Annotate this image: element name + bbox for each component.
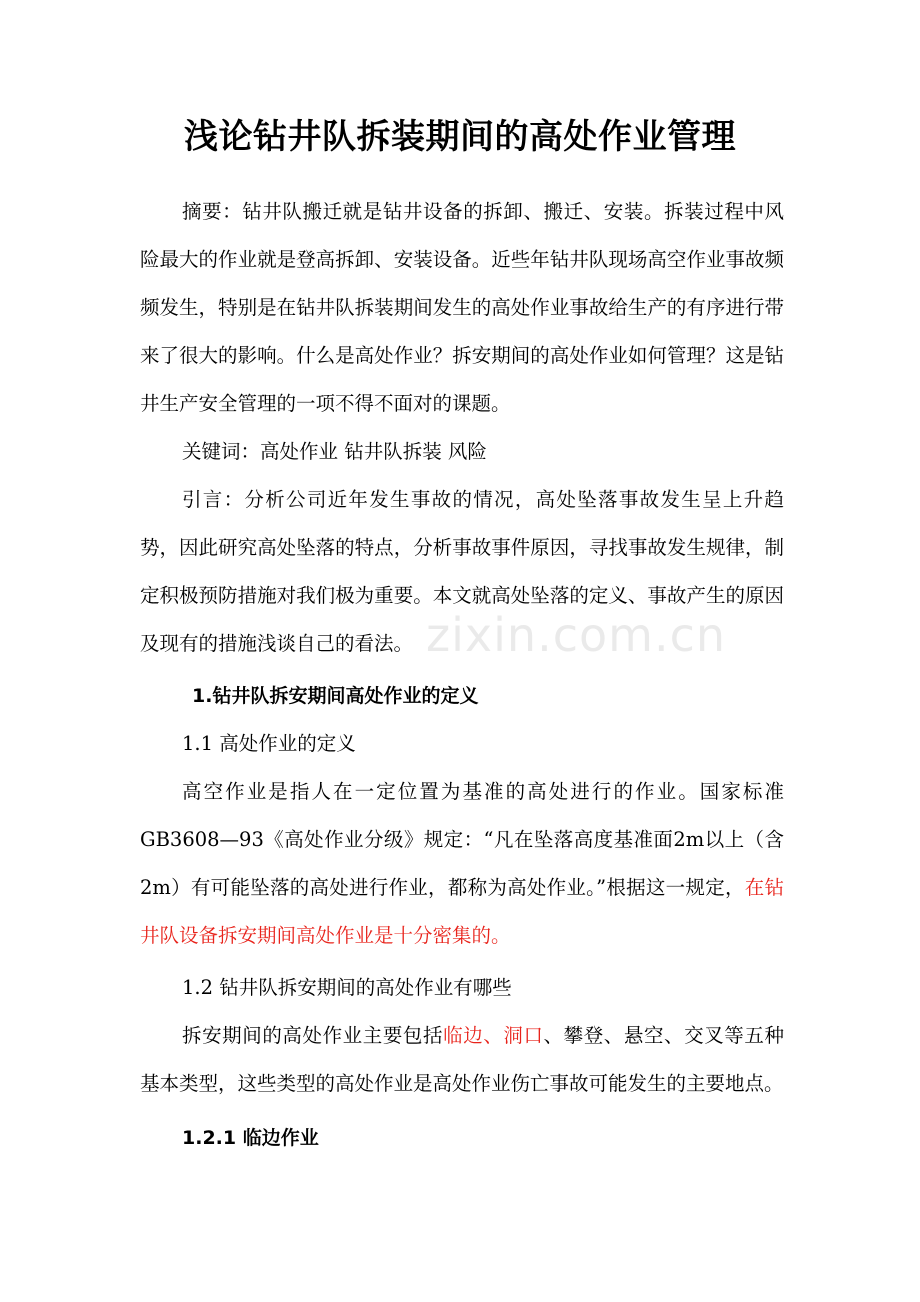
section-1-2-1-heading: 1.2.1 临边作业: [182, 1127, 319, 1149]
site-watermark: zixin.com.cn: [426, 608, 727, 662]
section-1-2-heading: 1.2 钻井队拆安期间的高处作业有哪些: [182, 976, 512, 999]
section-1-2-text-prefix: 拆安期间的高处作业主要包括: [182, 1024, 444, 1047]
abstract-paragraph: 摘要：钻井队搬迁就是钻井设备的拆卸、搬迁、安装。拆装过程中风险最大的作业就是登高拆卸、安装设备。近些年钻井队现场高空作业事故频频发生，特别是在钻井队拆装期间发生的高处作业事故给生产的有序进行带来了很大的影响。什么是高处作业？拆安期间的高处作业如何管理？这是钻井生产安全管理的一项不得不面对的课题。: [140, 200, 784, 415]
introduction-paragraph: 引言：分析公司近年发生事故的情况，高处坠落事故发生呈上升趋势，因此研究高处坠落的特点，分析事故事件原因，寻找事故发生规律，制定积极预防措施对我们极为重要。本文就高处坠落的定义、事故产生的原因及现有的措施浅谈自己的看法。: [140, 488, 784, 655]
document-body: [140, 188, 784, 1162]
keywords-paragraph: 关键词：高处作业 钻井队拆装 风险: [182, 440, 487, 463]
section-1-1-heading: 1.1 高处作业的定义: [182, 732, 356, 755]
section-1-2-paragraph: [140, 1012, 784, 1108]
section-1-heading: 1.钻井队拆安期间高处作业的定义: [192, 685, 479, 707]
section-1-2-highlight: 临边、洞口: [443, 1024, 544, 1047]
document-title: 浅论钻井队拆装期间的高处作业管理: [184, 117, 736, 157]
section-1-1-text: 高空作业是指人在一定位置为基准的高处进行的作业。国家标准GB3608—93《高处作业分级》规定：“凡在坠落高度基准面2m以上（含2m）有可能坠落的高处进行作业，都称为高处作业。”根据这一规定，: [140, 780, 784, 899]
section-1-1-paragraph: [140, 768, 784, 960]
section-1-2-text-suffix: 、攀登、悬空、交叉等五种基本类型，这些类型的高处作业是高处作业伤亡事故可能发生的主要地点。: [140, 1024, 784, 1095]
section-1-1-highlight: 在钻井队设备拆安期间高处作业是十分密集的。: [140, 876, 784, 947]
